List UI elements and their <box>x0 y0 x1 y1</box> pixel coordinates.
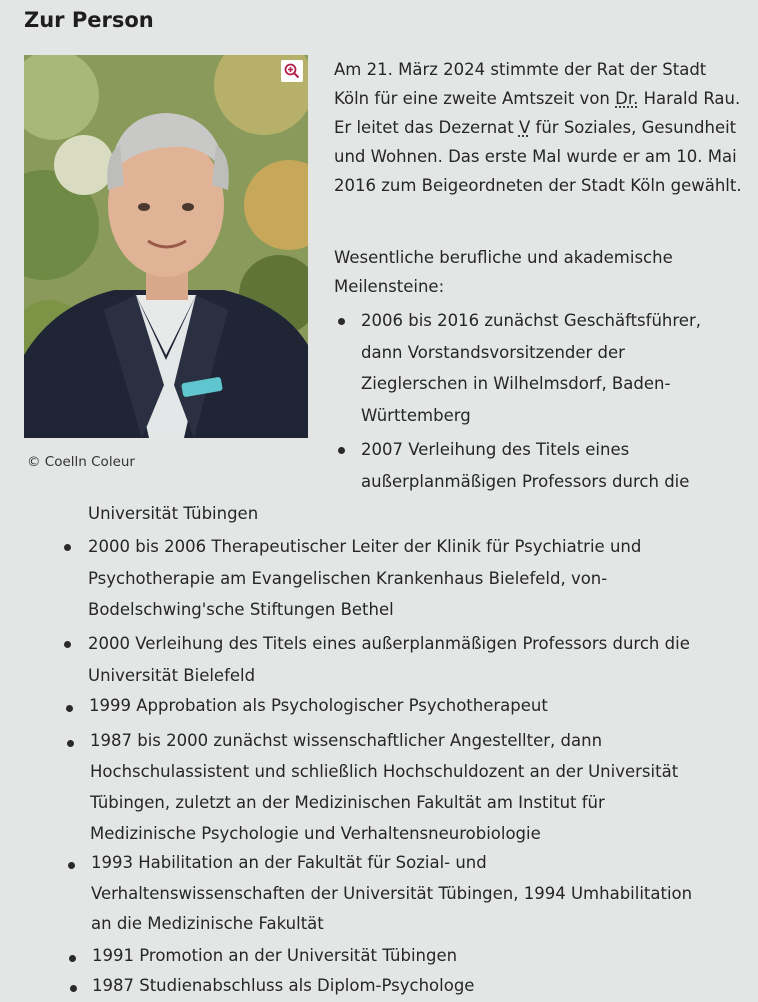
bullet-dot <box>67 740 74 747</box>
milestone-line: Universität Bielefeld <box>88 665 256 685</box>
bullet-dot <box>64 641 71 648</box>
milestone-line: Hochschulassistent und schließlich Hochschuldozent an der Universität <box>90 762 679 781</box>
milestone-line: Medizinische Psychologie und Verhaltensneurobiologie <box>90 824 541 843</box>
portrait-image <box>24 55 308 438</box>
bullet-dot <box>68 862 75 869</box>
intro-text-2: Harald Rau. Er leitet das Dezernat <box>334 89 741 137</box>
bullet-dot <box>66 705 73 712</box>
bullet-dot <box>338 318 345 325</box>
intro-paragraph <box>334 55 744 200</box>
milestone-line: 2007 Verleihung des Titels eines <box>361 440 630 459</box>
milestone-line: Psychotherapie am Evangelischen Krankenhaus Bielefeld, von- <box>88 568 608 588</box>
intro-text-1: Am 21. März 2024 stimmte der Rat der Stadt Köln für eine zweite Amtszeit von <box>334 60 707 108</box>
photo-credit: © Coelln Coleur <box>27 454 135 470</box>
milestone-line: 1999 Approbation als Psychologischer Psychotherapeut <box>89 696 548 715</box>
section-heading: Zur Person <box>24 8 154 32</box>
milestone-line: Württemberg <box>361 405 471 425</box>
milestone-line: an die Medizinische Fakultät <box>91 914 324 933</box>
milestone-line: dann Vorstandsvorsitzender der <box>361 342 625 362</box>
bullet-dot <box>70 985 77 992</box>
milestone-line: 1987 Studienabschluss als Diplom-Psychologe <box>92 976 475 995</box>
milestone-line: außerplanmäßigen Professors durch die <box>361 472 690 491</box>
milestone-line: Zieglerschen in Wilhelmsdorf, Baden- <box>361 374 671 393</box>
milestone-line: 1987 bis 2000 zunächst wissenschaftlicher Angestellter, dann <box>90 731 603 750</box>
milestone-line: Verhaltenswissenschaften der Universität Tübingen, 1994 Umhabilitation <box>91 883 693 903</box>
bullet-dot <box>69 955 76 962</box>
portrait-photo[interactable] <box>24 55 308 438</box>
milestone-line: 2000 Verleihung des Titels eines außerplanmäßigen Professors durch die <box>88 634 690 653</box>
intro-text-3: für Soziales, Gesundheit und Wohnen. Das erste Mal wurde er am 10. Mai 2016 zum Beigeordneten der Stadt Köln gewählt. <box>334 118 742 195</box>
abbr-doctor: Dr. <box>615 89 639 108</box>
bullet-dot <box>64 544 71 551</box>
milestone-line: 1991 Promotion an der Universität Tübingen <box>92 946 458 965</box>
milestone-line: 2006 bis 2016 zunächst Geschäftsführer, <box>361 311 701 330</box>
milestones-heading: Wesentliche berufliche und akademische Meilensteine: <box>334 248 673 296</box>
bullet-dot <box>338 447 345 454</box>
abbr-dezernat: V <box>518 118 531 137</box>
milestone-line: 2000 bis 2006 Therapeutischer Leiter der Klinik für Psychiatrie und <box>88 537 642 556</box>
milestone-line: Universität Tübingen <box>88 504 259 523</box>
milestone-line: 1993 Habilitation an der Fakultät für Sozial- und <box>91 853 487 872</box>
milestone-line: Bodelschwing'sche Stiftungen Bethel <box>88 600 394 619</box>
zoom-in-icon[interactable] <box>281 60 303 82</box>
milestone-line: Tübingen, zuletzt an der Medizinischen Fakultät am Institut für <box>90 793 605 812</box>
